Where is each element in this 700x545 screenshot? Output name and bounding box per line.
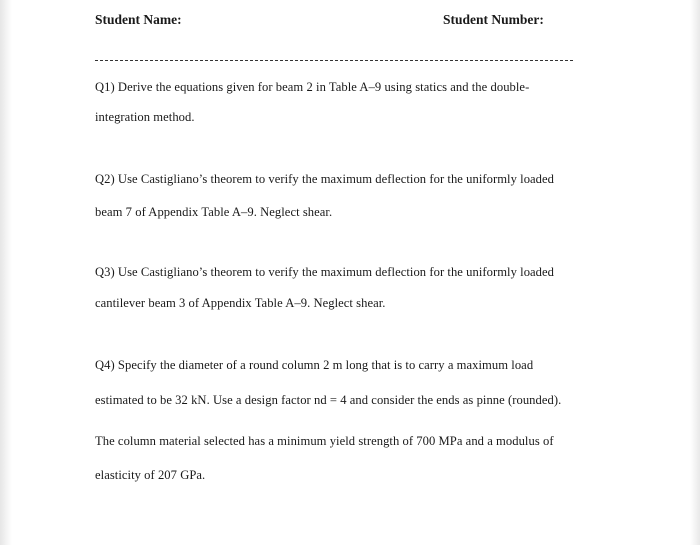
student-name-label: Student Name: — [95, 12, 182, 27]
page-edge-shadow-right — [690, 0, 700, 545]
question-2-line-1: Q2) Use Castigliano’s theorem to verify the maximum deflection for the uniformly loaded — [95, 172, 555, 186]
question-4-line-4: elasticity of 207 GPa. — [95, 468, 206, 482]
question-1-line-2: integration method. — [95, 110, 195, 124]
student-number-label: Student Number: — [443, 12, 544, 27]
question-4-line-1: Q4) Specify the diameter of a round column 2 m long that is to carry a maximum load — [95, 358, 534, 372]
question-3-line-1: Q3) Use Castigliano’s theorem to verify the maximum deflection for the uniformly loaded — [95, 265, 555, 279]
question-4-line-2: estimated to be 32 kN. Use a design factor nd = 4 and consider the ends as pinne (rounded). — [95, 393, 562, 407]
question-3-line-2: cantilever beam 3 of Appendix Table A–9. Neglect shear. — [95, 296, 386, 310]
question-1-line-1: Q1) Derive the equations given for beam 2 in Table A–9 using statics and the double- — [95, 80, 530, 94]
dashed-divider — [95, 60, 573, 61]
question-4-line-3: The column material selected has a minimum yield strength of 700 MPa and a modulus of — [95, 434, 554, 448]
question-2-line-2: beam 7 of Appendix Table A–9. Neglect shear. — [95, 205, 333, 219]
page-edge-shadow-left — [0, 0, 12, 545]
